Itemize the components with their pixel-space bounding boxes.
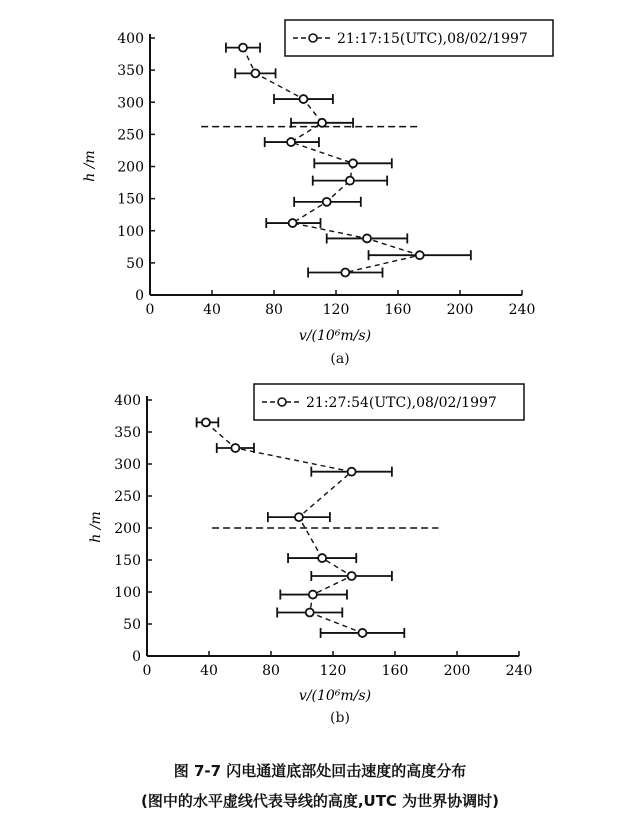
legend-marker — [309, 34, 317, 42]
figure-caption-title: 图 7-7 闪电通道底部处回击速度的高度分布 — [173, 762, 467, 780]
x-tick-label: 160 — [384, 302, 412, 318]
data-point — [348, 572, 356, 580]
y-tick-label: 200 — [114, 521, 141, 537]
data-point — [363, 234, 371, 242]
y-tick-label: 0 — [132, 649, 141, 665]
x-tick-label: 120 — [319, 663, 347, 679]
y-tick-label: 0 — [135, 288, 144, 304]
x-tick-label: 40 — [203, 302, 221, 318]
x-tick-label: 0 — [145, 302, 155, 318]
legend-marker — [278, 398, 286, 406]
y-tick-label: 50 — [123, 617, 141, 633]
x-tick-label: 80 — [265, 302, 283, 318]
figure-caption-note: (图中的水平虚线代表导线的高度,UTC 为世界协调时) — [140, 792, 500, 810]
y-tick-label: 250 — [114, 489, 141, 505]
data-point — [309, 591, 317, 599]
data-point — [318, 119, 326, 127]
y-tick-label: 250 — [117, 127, 144, 144]
x-tick-label: 40 — [200, 663, 218, 679]
chart-panel-a — [82, 20, 553, 344]
legend-label: 21:17:15(UTC),08/02/1997 — [337, 31, 528, 47]
data-point — [202, 418, 210, 426]
data-point — [349, 159, 357, 167]
y-tick-label: 350 — [117, 63, 144, 80]
y-tick-label: 150 — [117, 191, 144, 208]
x-tick-label: 0 — [142, 663, 152, 679]
x-axis-label: v/(10⁶m/s) — [298, 328, 372, 344]
y-tick-label: 400 — [114, 393, 141, 409]
panel-label-a: (a) — [330, 351, 350, 367]
y-tick-label: 150 — [114, 553, 141, 569]
y-tick-label: 300 — [117, 95, 144, 112]
x-tick-label: 160 — [381, 663, 409, 679]
y-tick-label: 100 — [117, 223, 144, 240]
data-point — [318, 554, 326, 562]
x-tick-label: 200 — [446, 302, 474, 318]
x-tick-label: 200 — [443, 663, 471, 679]
data-point — [323, 198, 331, 206]
x-tick-label: 240 — [508, 302, 536, 318]
y-axis-label: h /m — [82, 150, 98, 182]
x-tick-label: 120 — [322, 302, 350, 318]
y-tick-label: 350 — [114, 425, 141, 441]
y-tick-label: 100 — [114, 585, 141, 601]
y-tick-label: 400 — [117, 31, 144, 47]
data-point — [251, 69, 259, 77]
data-point — [231, 444, 239, 452]
data-point — [239, 44, 247, 52]
legend-label: 21:27:54(UTC),08/02/1997 — [306, 395, 497, 411]
data-point — [416, 251, 424, 259]
data-point — [306, 608, 314, 616]
data-point — [346, 177, 354, 185]
data-point — [295, 513, 303, 521]
chart-panel-b — [88, 384, 532, 704]
data-point — [287, 138, 295, 146]
data-point — [341, 269, 349, 277]
x-tick-label: 240 — [505, 663, 533, 679]
data-point — [348, 468, 356, 476]
y-tick-label: 50 — [126, 255, 144, 272]
x-tick-label: 80 — [262, 663, 280, 679]
y-tick-label: 200 — [117, 159, 144, 176]
panel-label-b: (b) — [330, 710, 350, 726]
data-point — [299, 95, 307, 103]
y-axis-label: h /m — [88, 511, 104, 543]
data-point — [289, 219, 297, 227]
x-axis-label: v/(10⁶m/s) — [298, 688, 372, 704]
y-tick-label: 300 — [114, 457, 141, 473]
data-point — [358, 629, 366, 637]
